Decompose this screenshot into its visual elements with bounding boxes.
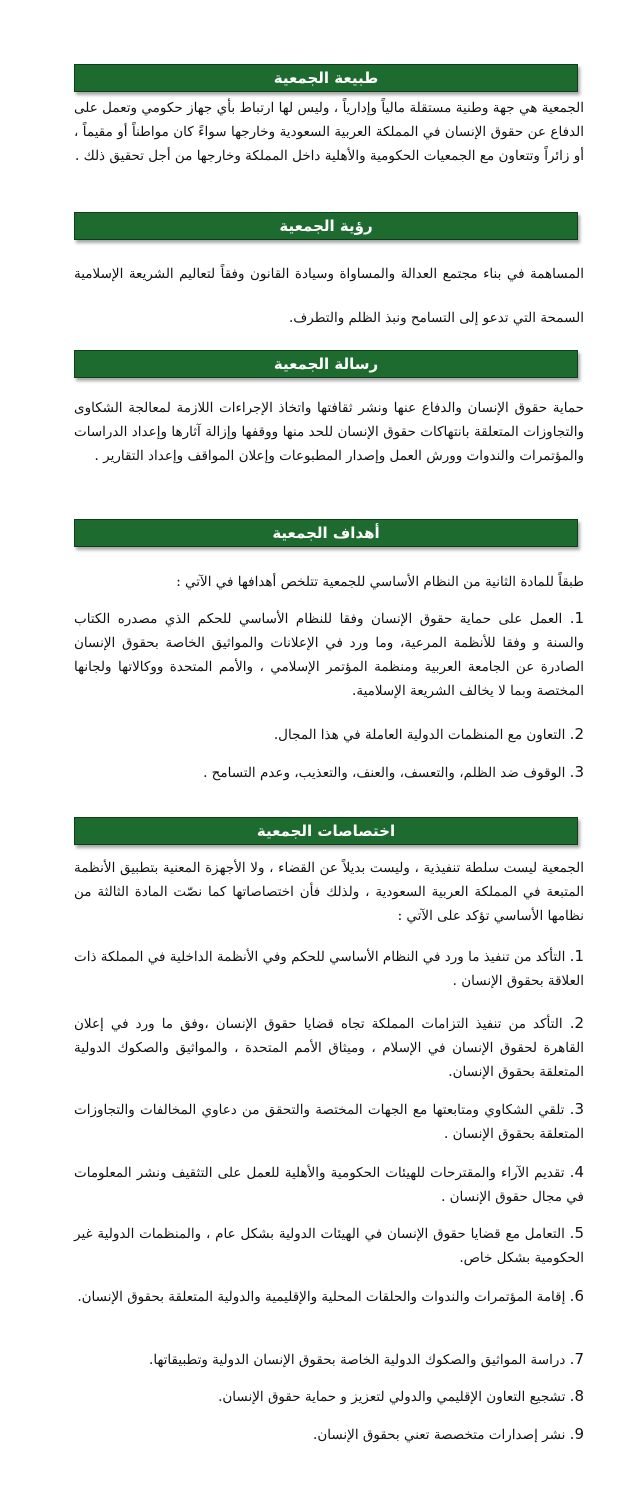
goal-text: العمل على حماية حقوق الإنسان وفقا للنظام الأساسي للحكم الذي مصدره الكتاب والسنة و وفقا للأنظمة المرعية، وما ورد في الإعلانات والمواثيق الخاصة بحقوق الإنسان الصادرة عن الجامعة العربية ومنظمة المؤتمر الإسلامي ، والأمم المتحدة ووكالاتها ولجانها المختصة وبما لا يخالف الشريعة الإسلامية. [74,611,584,699]
goal-number: 1. [569,609,585,627]
power-number: 9. [569,1425,584,1443]
vision-paragraph: المساهمة في بناء مجتمع العدالة والمساواة وسيادة القانون وفقاً لتعاليم الشريعة الإسلامية السمحة التي تدعو إلى التسامح ونبذ الظلم والتطرف. [74,266,584,326]
power-number: 1. [569,947,584,965]
power-item [74,1221,584,1270]
power-item [74,1422,584,1447]
power-text: تقديم الآراء والمقترحات للهيئات الحكومية والأهلية للعمل على التثقيف ونشر المعلومات في مجال حقوق الإنسان . [74,1165,584,1205]
power-item [74,1097,584,1146]
section-title-mission: رسالة الجمعية [74,350,578,378]
nature-paragraph: الجمعية هي جهة وطنية مستقلة مالياً وإدارياً ، وليس لها ارتباط بأي جهاز حكومي وتعمل على الدفاع عن حقوق الإنسان في المملكة العربية السعودية وخارجها سواءً كان مواطناً أو مقيماً ، أو زائراً وتتعاون مع الجمعيات الحكومية والأهلية داخل المملكة وخارجها من أجل تحقيق ذلك . [74,100,584,164]
power-item [74,1160,584,1209]
goal-text: الوقوف ضد الظلم، والتعسف، والعنف، والتعذيب، وعدم التسامح . [203,765,566,781]
power-text: التعامل مع قضايا حقوق الإنسان في الهيئات الدولية بشكل عام ، والمنظمات الدولية غير الحكومية بشكل خاص. [74,1226,584,1266]
goal-number: 3. [569,763,584,781]
power-item [74,1347,584,1372]
power-item [74,1384,584,1409]
goal-text: التعاون مع المنظمات الدولية العاملة في هذا المجال. [273,727,566,743]
power-number: 5. [569,1224,584,1242]
power-number: 4. [569,1163,584,1181]
section-title-powers: اختصاصات الجمعية [74,817,578,845]
power-text: التأكد من تنفيذ ما ورد في النظام الأساسي للحكم وفي الأنظمة الداخلية في المملكة ذات العلاقة بحقوق الإنسان . [74,949,584,989]
power-number: 6. [569,1287,584,1305]
powers-intro: الجمعية ليست سلطة تنفيذية ، وليست بديلاً عن القضاء ، ولا الأجهزة المعنية بتطبيق الأنظمة المتبعة في المملكة العربية السعودية ، ولذلك فأن اختصاصاتها كما نصّت المادة الثالثة من نظامها الأساسي تؤكد على الآتي : [74,860,584,924]
section-title-goals: أهداف الجمعية [74,519,578,547]
power-text: تشجيع التعاون الإقليمي والدولي لتعزيز و حماية حقوق الإنسان. [218,1389,566,1405]
section-title-nature: طبيعة الجمعية [74,64,578,92]
section-title-vision: رؤية الجمعية [74,212,578,240]
power-item [74,1284,584,1309]
power-number: 8. [569,1387,584,1405]
goal-number: 2. [569,725,584,743]
goal-item [74,760,584,785]
power-text: إقامة المؤتمرات والندوات والحلقات المحلية والإقليمية والدولية المتعلقة بحقوق الإنسان. [77,1289,566,1305]
goal-item [74,722,584,747]
mission-paragraph: حماية حقوق الإنسان والدفاع عنها ونشر ثقافتها واتخاذ الإجراءات اللازمة لمعالجة الشكاوى والتجاوزات المتعلقة بانتهاكات حقوق الإنسان للحد منها ووقفها وإزالة آثارها وإعداد الدراسات والمؤتمرات والندوات وورش العمل وإصدار المطبوعات وإعلان المواقف وإعداد التقارير . [74,400,584,464]
power-text: نشر إصدارات متخصصة تعني بحقوق الإنسان. [313,1427,566,1443]
power-item [74,1011,584,1084]
power-text: التأكد من تنفيذ التزامات المملكة تجاه قضايا حقوق الإنسان ،وفق ما ورد في إعلان القاهرة لحقوق الإنسان في الإسلام ، وميثاق الأمم المتحدة ، والمواثيق والصكوك الدولية المتعلقة بحقوق الإنسان. [74,1016,584,1080]
power-number: 3. [569,1100,584,1118]
power-text: تلقي الشكاوي ومتابعتها مع الجهات المختصة والتحقق من دعاوي المخالفات والتجاوزات المتعلقة بحقوق الإنسان . [74,1102,584,1142]
power-number: 2. [569,1014,585,1032]
goals-intro: طبقاً للمادة الثانية من النظام الأساسي للجمعية تتلخص أهدافها في الآتي : [176,574,584,590]
power-text: دراسة المواثيق والصكوك الدولية الخاصة بحقوق الإنسان الدولية وتطبيقاتها. [149,1352,566,1368]
power-item [74,944,584,993]
goal-item [74,606,584,703]
power-number: 7. [569,1350,584,1368]
